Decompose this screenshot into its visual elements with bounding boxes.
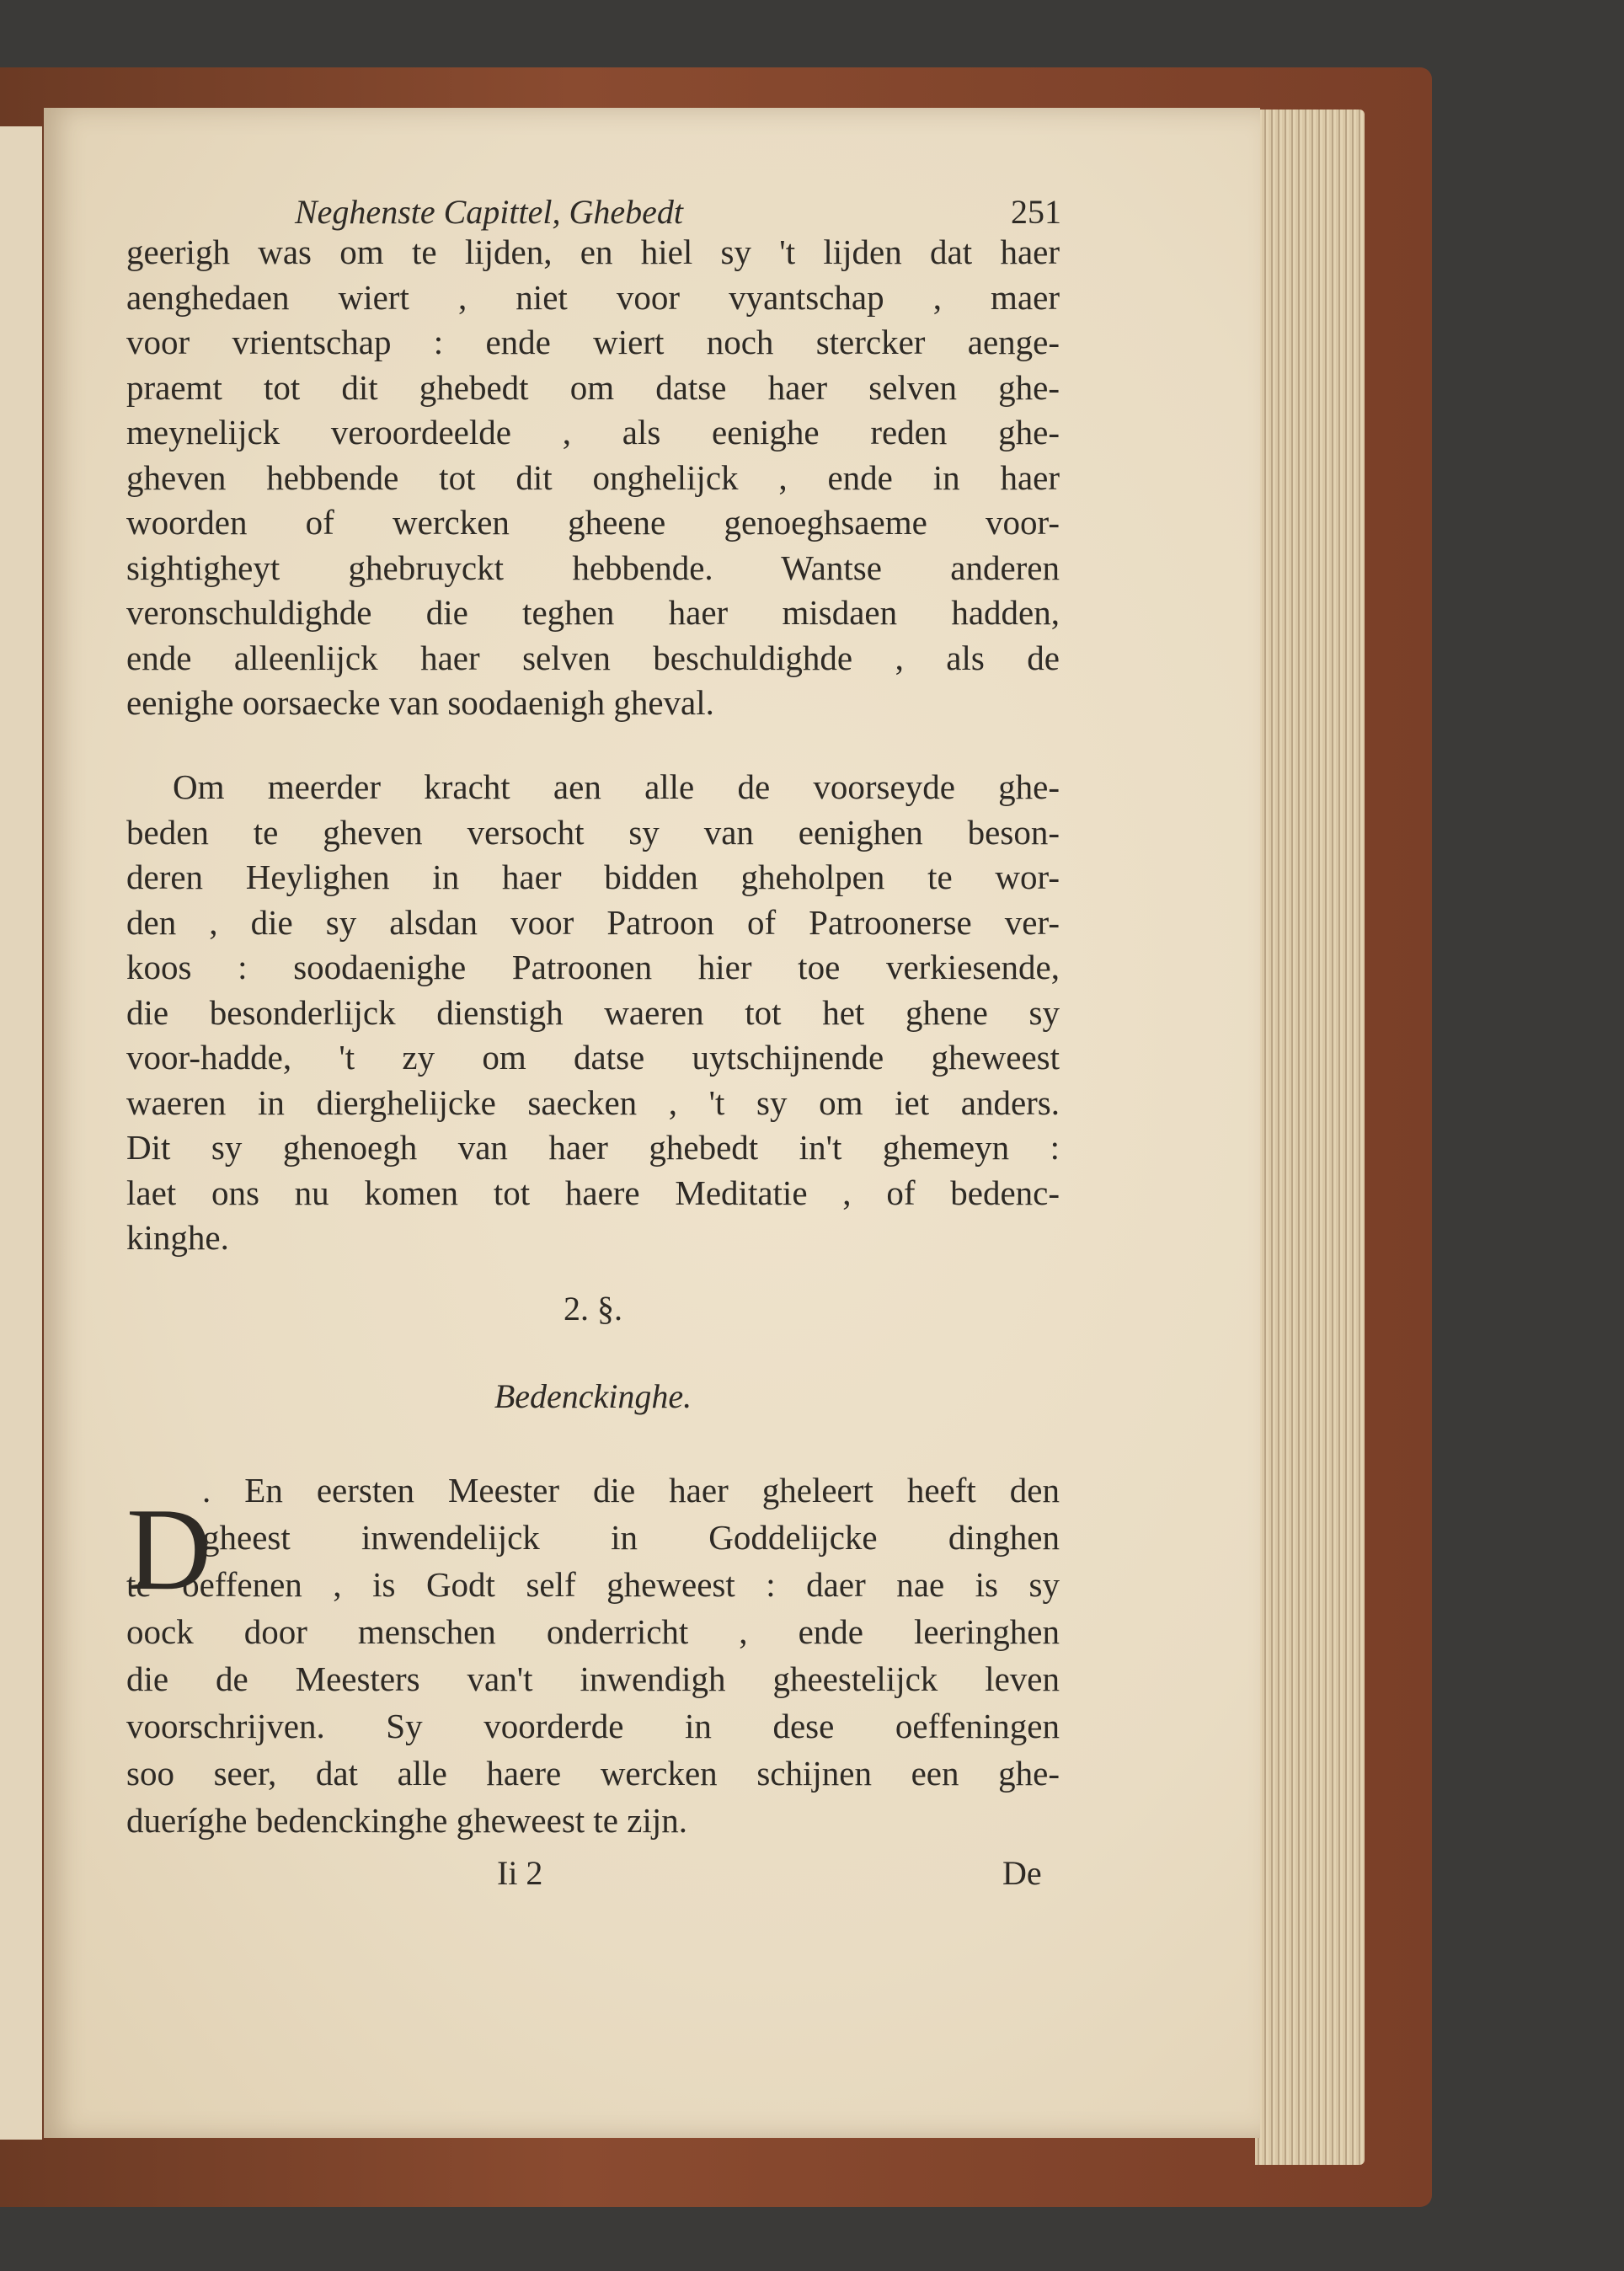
- text-line: deren Heylighen in haer bidden gheholpen te wor-: [126, 858, 1060, 896]
- text-line: gheven hebbende tot dit onghelijck , ende in haer: [126, 457, 1060, 497]
- text-line: eenighe oorsaecke van soodaenigh gheval.: [126, 683, 714, 722]
- page-number: 251: [1011, 193, 1061, 231]
- text-line: aenghedaen wiert , niet voor vyantschap , maer: [126, 277, 1060, 317]
- text-line: laet ons nu komen tot haere Meditatie , of bedenc-: [126, 1173, 1060, 1212]
- text-line: . En eersten Meester die haer gheleert heeft den: [202, 1471, 1060, 1510]
- text-line: sightigheyt ghebruyckt hebbende. Wantse anderen: [126, 548, 1060, 587]
- text-line: voor vrientschap : ende wiert noch stercker aenge-: [126, 323, 1060, 361]
- text-line: den , die sy alsdan voor Patroon of Patroonerse ver-: [126, 902, 1060, 942]
- text-line: soo seer, dat alle haere wercken schijnen een ghe-: [126, 1754, 1060, 1793]
- text-line: waeren in dierghelijcke saecken , 't sy om iet anders.: [126, 1082, 1060, 1122]
- text-line: te oeffenen , is Godt self gheweest : daer nae is sy: [126, 1565, 1060, 1604]
- text-line: praemt tot dit ghebedt om datse haer selven ghe-: [126, 367, 1060, 407]
- catchword: De: [1002, 1854, 1042, 1892]
- drop-cap: D: [126, 1484, 212, 1615]
- text-line: koos : soodaenighe Patroonen hier toe verkiesende,: [126, 948, 1060, 986]
- text-line: oock door menschen onderricht , ende leeringhen: [126, 1612, 1060, 1651]
- text-line: dueríghe bedenckinghe gheweest te zijn.: [126, 1801, 687, 1840]
- text-line: geerigh was om te lijden, en hiel sy 't lijden dat haer: [126, 232, 1060, 271]
- text-line: veronschuldighde die teghen haer misdaen hadden,: [126, 593, 1060, 632]
- section-title: Bedenckinghe.: [494, 1377, 692, 1415]
- text-line: meynelijck veroordeelde , als eenighe reden ghe-: [126, 413, 1060, 452]
- section-number: 2. §.: [564, 1290, 622, 1328]
- page-edges: [1255, 110, 1365, 2165]
- text-line: Om meerder kracht aen alle de voorseyde ghe-: [173, 767, 1060, 806]
- left-page-edge: [0, 126, 42, 2140]
- signature-mark: Ii 2: [497, 1854, 543, 1892]
- text-line: die de Meesters van't inwendigh gheestelijck leven: [126, 1659, 1060, 1698]
- text-line: gheest inwendelijck in Goddelijcke dinghen: [202, 1518, 1060, 1557]
- text-line: die besonderlijck dienstigh waeren tot het ghene sy: [126, 992, 1060, 1032]
- text-line: voor-hadde, 't zy om datse uytschijnende gheweest: [126, 1038, 1060, 1077]
- text-line: kinghe.: [126, 1218, 229, 1257]
- text-line: voorschrijven. Sy voorderde in dese oeffeningen: [126, 1707, 1060, 1745]
- text-line: woorden of wercken gheene genoeghsaeme voor-: [126, 503, 1060, 542]
- running-title: Neghenste Capittel, Ghebedt: [295, 193, 684, 231]
- text-line: beden te gheven versocht sy van eenighen beson-: [126, 812, 1060, 852]
- text-line: ende alleenlijck haer selven beschuldighde , als de: [126, 638, 1060, 677]
- text-line: Dit sy ghenoegh van haer ghebedt in't ghemeyn :: [126, 1128, 1060, 1167]
